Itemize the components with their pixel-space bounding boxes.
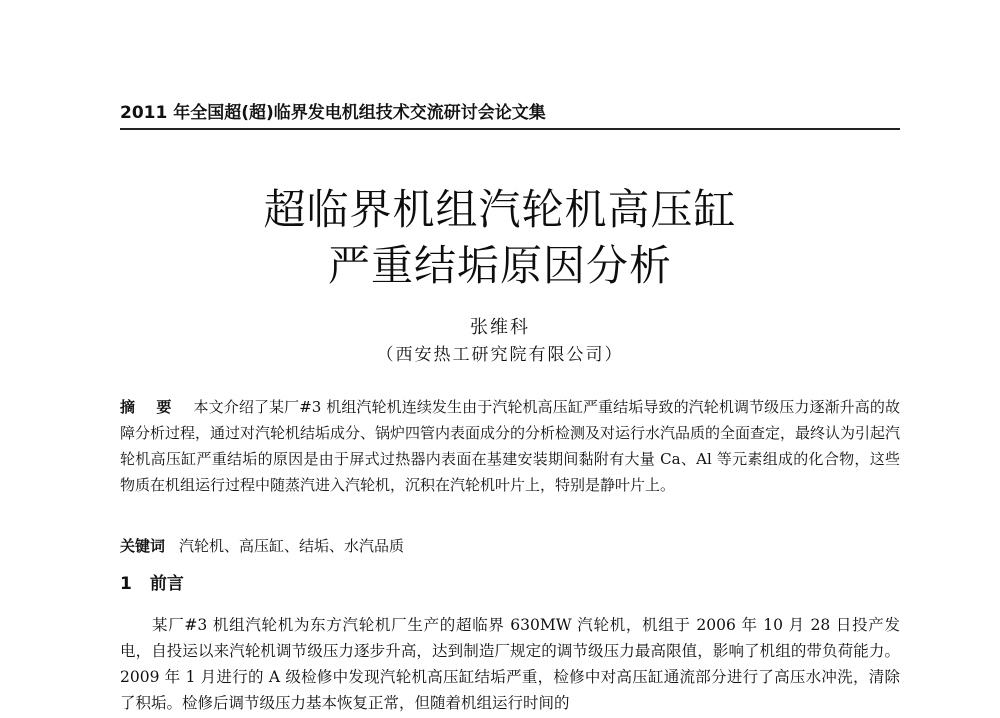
keywords: [120, 534, 900, 558]
abstract-label: 摘 要: [120, 398, 180, 416]
affiliation: （西安热工研究院有限公司）: [376, 345, 624, 365]
body-paragraph: 某厂#3 机组汽轮机为东方汽轮机厂生产的超临界 630MW 汽轮机，机组于 2006 年 10 月 28 日投产发电，自投运以来汽轮机调节级压力逐步升高，达到制造厂规定的调节级压力最高限值，影响了机组的带负荷能力。2009 年 1 月进行的 A 级检修中发现汽轮机高压缸结垢严重，检修中对高压缸通流部分进行了高压水冲洗，清除了积垢。检修后调节级压力基本恢复正常，但随着机组运行时间的: [120, 616, 900, 712]
abstract: [120, 394, 900, 498]
running-head: 2011 年全国超(超)临界发电机组技术交流研讨会论文集: [120, 100, 900, 130]
section-heading: [120, 572, 184, 596]
author: 张维科: [470, 317, 530, 338]
keywords-text: 汽轮机、高压缸、结垢、水汽品质: [179, 537, 405, 555]
section-number: 1: [120, 574, 132, 594]
section-title: 前言: [149, 574, 184, 594]
paper-title-line-1: 超临界机组汽轮机高压缸: [263, 185, 737, 234]
abstract-text: 本文介绍了某厂#3 机组汽轮机连续发生由于汽轮机高压缸严重结垢导致的汽轮机调节级压力逐渐升高的故障分析过程，通过对汽轮机结垢成分、锅炉四管内表面成分的分析检测及对运行水汽品质的全面查定，最终认为引起汽轮机高压缸严重结垢的原因是由于屏式过热器内表面在基建安装期间黏附有大量 Ca、Al 等元素组成的化合物，这些物质在机组运行过程中随蒸汽进入汽轮机，沉积在汽轮机叶片上，特别是静叶片上。: [120, 398, 901, 494]
keywords-label: 关键词: [120, 537, 166, 555]
paper-title-line-2: 严重结垢原因分析: [327, 241, 672, 290]
